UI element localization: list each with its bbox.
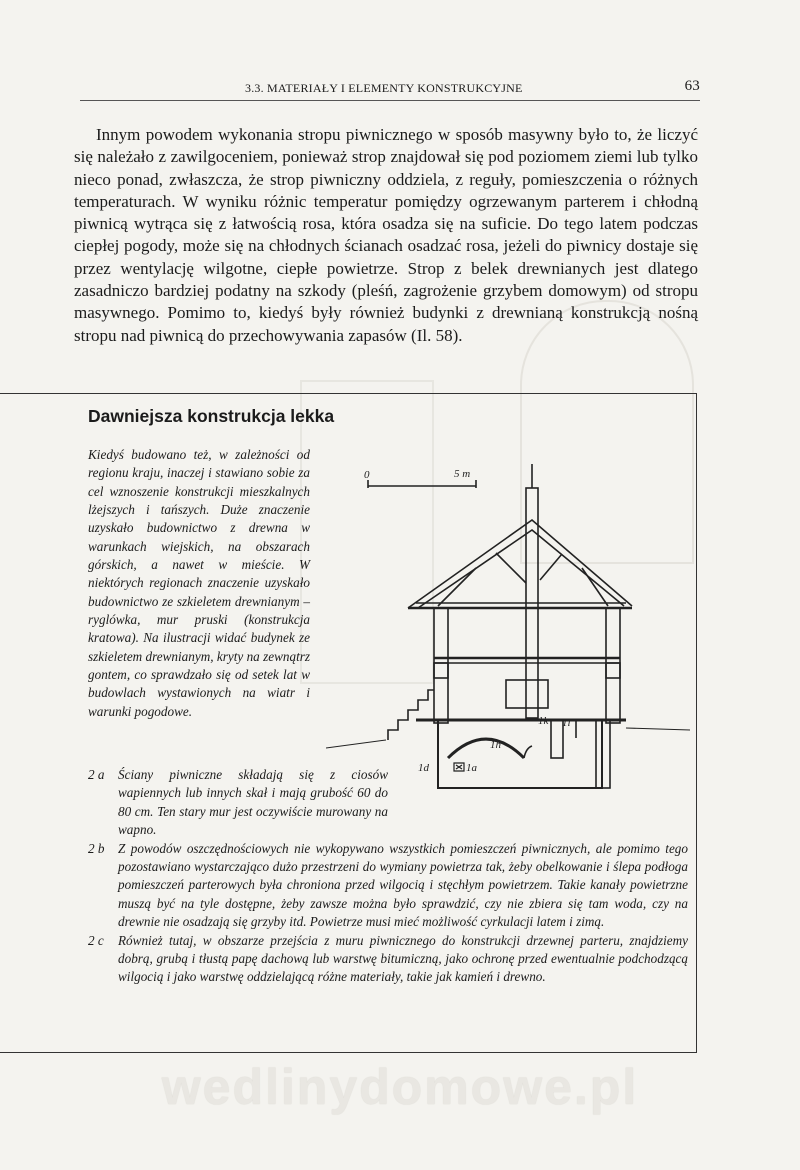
box-title: Dawniejsza konstrukcja lekka <box>88 406 335 426</box>
scale-start-label: 0 <box>364 469 370 481</box>
building-section-drawing <box>326 458 690 793</box>
stove <box>506 680 548 708</box>
label-1a: 1a <box>466 762 477 774</box>
cellar-vault <box>448 739 524 758</box>
note-text: Z powodów oszczędnościowych nie wykopywano wszystkich pomieszczeń piwnicznych, ale pomimo tego pozostawiano wystarczająco dużo przestrzeni do wymiany powietrza tak, żeby obelkowanie i ślepa podłoga pomieszczeń parterowych była chroniona przed wilgocią i stęchłym powietrzem. Takie kanały powietrzne muszą być na tyle dostępne, żeby zawsze można było sprawdzić, czy nie zbiera się tam woda, czy na drewnie nie osadzają się grzyby itd. Powietrze musi mieć możliwość cyrkulacji latem i zimą. <box>118 840 688 930</box>
running-title: 3.3. MATERIAŁY I ELEMENTY KONSTRUKCYJNE <box>245 81 523 95</box>
label-1h: 1h <box>490 739 501 751</box>
note-2a <box>88 766 388 840</box>
note-label: 2 a <box>88 767 105 782</box>
note-text: Również tutaj, w obszarze przejścia z muru piwnicznego do konstrukcji drzewnej parteru, znajdziemy dobrą, grubą i tłustą papę dachową lub warstwę bitumiczną, jako ochronę przed ewentualnie podchodzącą wilgocią i jako warstwę oddzielającą różne materiały, takie jak kamień i drewno. <box>118 932 688 985</box>
note-text: Ściany piwniczne składają się z ciosów wapiennych lub innych skał i mają grubość 60 do 80 cm. Ten stary mur jest oczywiście murowany na wapno. <box>118 767 388 838</box>
roof-outline <box>408 520 632 608</box>
note-label: 2 c <box>88 932 104 948</box>
label-1k: 1k <box>538 715 549 727</box>
watermark: wedlinydomowe.pl <box>161 1059 639 1115</box>
intro-paragraph: Innym powodem wykonania stropu piwnicznego w sposób masywny było to, że liczyć się należało z zawilgoceniem, ponieważ strop znajdował się pod poziomem ziemi lub tylko nieco ponad, zwłaszcza, że strop piwniczny oddziela, z reguły, pomieszczenia o różnych temperaturach. W wyniku różnic temperatur pomiędzy ogrzewanym parterem i chłodną piwnicą wytrąca się z łatwością rosa, która osadza się na suficie. Do tego latem podczas ciepłej pogody, może się na chłodnych ścianach osadzać rosa, jeżeli do piwnicy dostaje się przez wentylację wilgotne, ciepłe powietrze. Strop z belek drewnianych jest dlatego zasadniczo bardziej podatny na szkody (pleśń, zagrożenie grzybem domowym) od stropu masywnego. Pomimo to, kiedyś były również budynki z drewnianą konstrukcją nośną stropu nad piwnicą do przechowywania zapasów (Il. 58). <box>74 125 698 345</box>
label-1l: 1l <box>562 717 571 729</box>
page-number: 63 <box>684 78 700 94</box>
note-2b <box>88 840 688 932</box>
box-side-text: Kiedyś budowano też, w zależności od regionu kraju, inaczej i stawiano sobie za cel wznoszenie konstrukcji mieszkalnych lżejszych i tańszych. Duże znaczenie uzyskało budownictwo z drewna w warunkach wiejskich, na obszarach górskich, a nawet w mieście. W niektórych regionach znaczenie uzyskało budownictwo ze szkieletem drewnianym – ryglówka, mur pruski (konstrukcja kratowa). Na ilustracji widać budynek ze szkieletem drewnianym, kryty na zewnątrz gontem, co sprawdzało się od setek lat w budowlach wystawionych na wiatr i warunki pogodowe. <box>88 447 310 719</box>
scale-end-label: 5 m <box>454 468 471 480</box>
box-notes <box>88 766 688 987</box>
running-header <box>80 78 700 101</box>
note-2c <box>88 932 688 987</box>
note-label: 2 b <box>88 840 105 856</box>
label-1d: 1d <box>418 762 429 774</box>
